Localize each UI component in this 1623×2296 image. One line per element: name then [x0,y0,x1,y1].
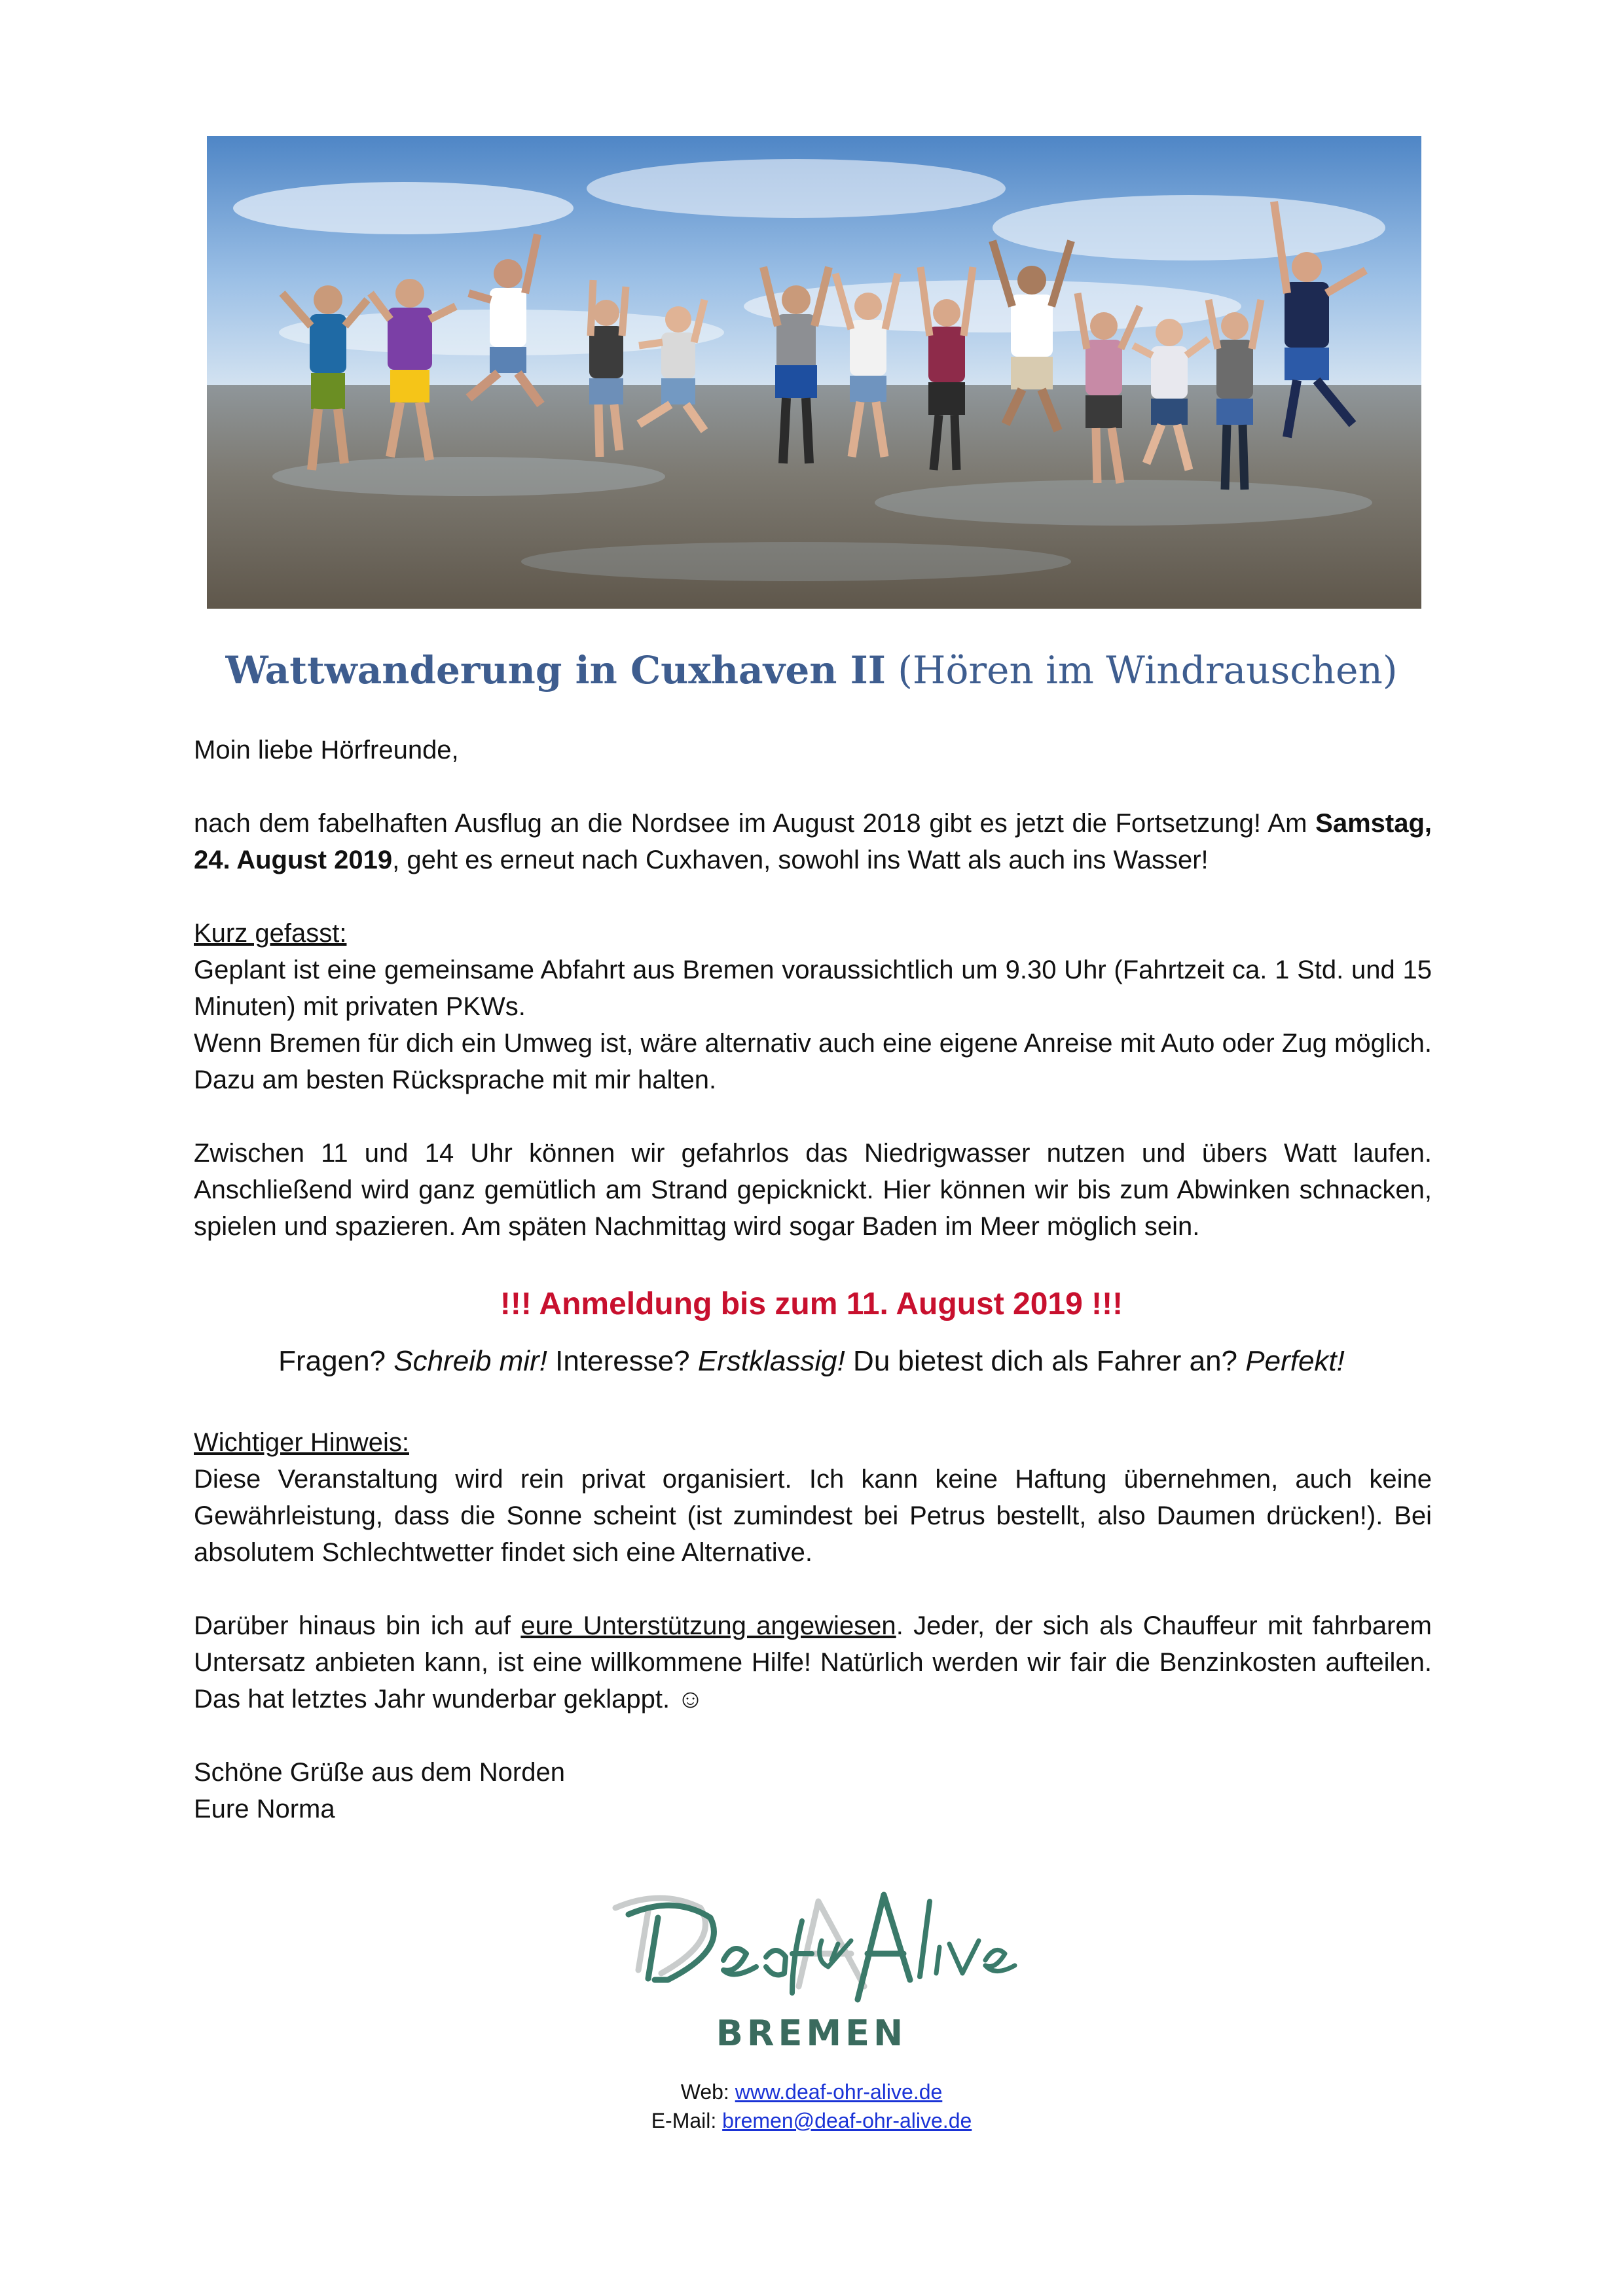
notice-section [194,1424,1432,1571]
support-part2: . Jeder, der sich als Chauffeur mit fahrbarem Untersatz anbieten kann, ist eine willkommene Hilfe! Natürlich werden wir fair die Benzinkosten aufteilen. Das hat letztes Jahr wunderbar geklappt. ☺ [194,1611,1432,1713]
logo-city: BREMEN [716,2013,907,2054]
answer-3: Perfekt! [1245,1345,1345,1377]
support-part1: Darüber hinaus bin ich auf [194,1611,521,1640]
contact-web [0,2080,1623,2104]
web-link[interactable]: www.deaf-ohr-alive.de [735,2080,943,2104]
document-title [0,648,1623,692]
registration-deadline: !!! Anmeldung bis zum 11. August 2019 !!! [500,1287,1123,1321]
questions-line [0,1345,1623,1378]
support-paragraph [194,1607,1432,1717]
closing [194,1754,1432,1827]
summary-alternative: Wenn Bremen für dich ein Umweg ist, wäre alternativ auch eine eigene Anreise mit Auto oder Zug möglich. Dazu am besten Rücksprache mit mir halten. [194,1029,1432,1094]
closing-greeting: Schöne Grüße aus dem Norden [194,1758,565,1787]
plan-paragraph: Zwischen 11 und 14 Uhr können wir gefahrlos das Niedrigwasser nutzen und übers Watt laufen. Anschließend wird ganz gemütlich am Strand gepicknickt. Hier können wir bis zum Abwinken schnacken, spielen und spazieren. Am späten Nachmittag wird sogar Baden im Meer möglich sein. [194,1139,1432,1241]
contact-mail [0,2109,1623,2133]
notice-text: Diese Veranstaltung wird rein privat organisiert. Ich kann keine Haftung übernehmen, auch keine Gewährleistung, dass die Sonne scheint (ist zumindest bei Petrus bestellt, also Daumen drücken!). Bei absolutem Schlechtwetter findet sich eine Alternative. [194,1465,1432,1567]
title-main: Wattwanderung in Cuxhaven II [225,648,886,692]
summary-section [194,915,1432,1098]
intro-part1: nach dem fabelhaften Ausflug an die Nordsee im August 2018 gibt es jetzt die Fortsetzung! Am [194,809,1316,838]
intro-part2: , geht es erneut nach Cuxhaven, sowohl ins Watt als auch ins Wasser! [392,846,1209,874]
summary-heading: Kurz gefasst: [194,919,347,948]
event-date: Samstag, 24. August 2019 [194,809,1432,874]
mail-link[interactable]: bremen@deaf-ohr-alive.de [722,2109,972,2132]
question-2: Interesse? [547,1345,698,1377]
answer-1: Schreib mir! [393,1345,547,1377]
question-3: Du bietest dich als Fahrer an? [845,1345,1246,1377]
intro-paragraph [194,805,1432,878]
notice-heading: Wichtiger Hinweis: [194,1428,409,1457]
closing-signature: Eure Norma [194,1795,335,1823]
web-label: Web: [680,2080,735,2104]
summary-departure: Geplant ist eine gemeinsame Abfahrt aus Bremen voraussichtlich um 9.30 Uhr (Fahrtzeit ca. 1 Std. und 15 Minuten) mit privaten PKWs. [194,956,1432,1021]
answer-2: Erstklassig! [697,1345,845,1377]
title-subtitle: (Hören im Windrauschen) [898,648,1398,692]
mail-label: E-Mail: [651,2109,723,2132]
question-1: Fragen? [278,1345,394,1377]
support-underlined: eure Unterstützung angewiesen [520,1611,896,1640]
greeting: Moin liebe Hörfreunde, [194,736,459,764]
beach-group-photo [207,136,1421,609]
hero-photo [207,136,1421,609]
